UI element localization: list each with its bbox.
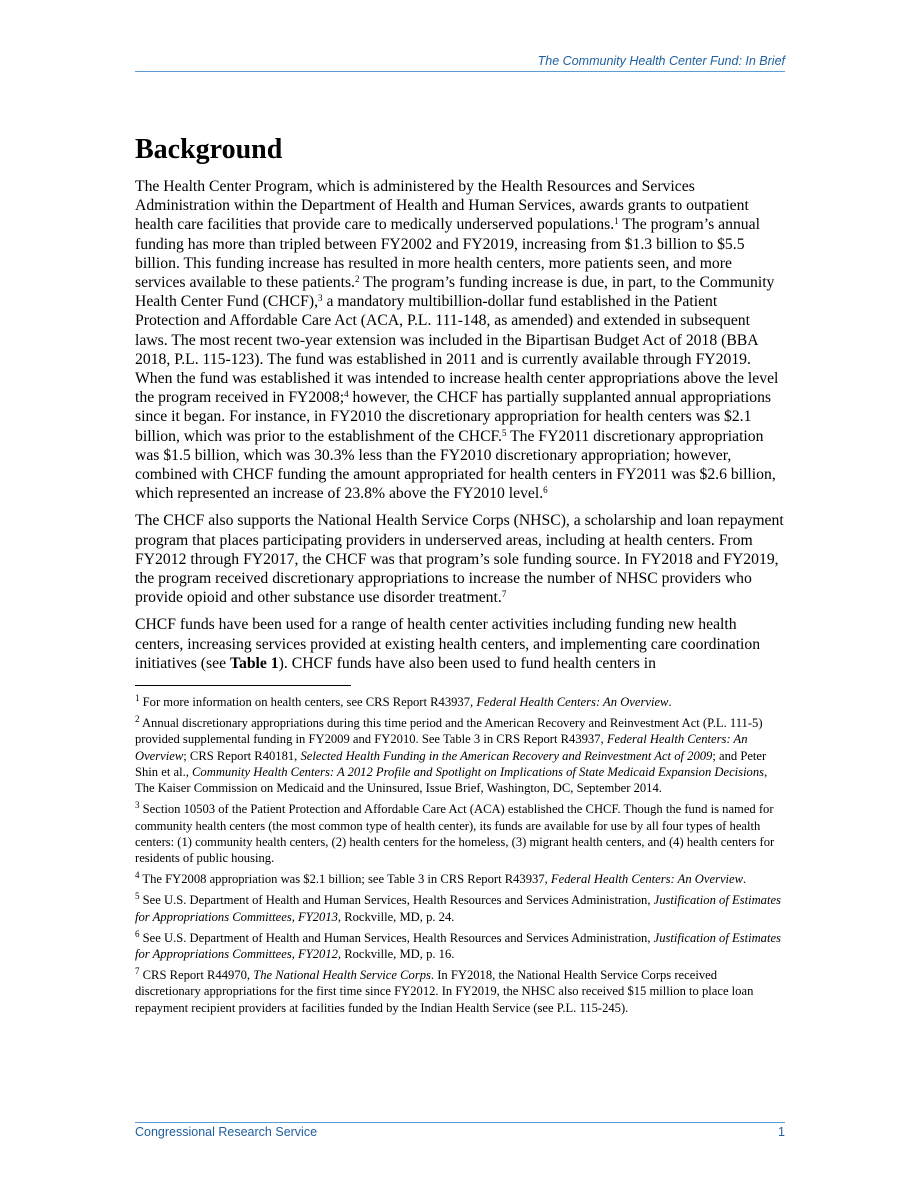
footnote-text: . In FY2018, the National Health Service Corps received discretionary appropriations for the first time since FY2012. In FY2019, the NHSC also received $15 million to place loan repayment recipient providers at facilities funded by the Indian Health Service (see P.L. 115-245). bbox=[135, 968, 754, 1015]
footnote-ref[interactable]: 2 bbox=[354, 274, 360, 285]
footnote-text: . bbox=[668, 695, 672, 710]
footnote-number: 6 bbox=[135, 928, 140, 939]
footnote-title: Federal Health Centers: An Overview bbox=[476, 695, 669, 710]
paragraph-text: The CHCF also supports the National Health Service Corps (NHSC), a scholarship and loan repayment program that places participating providers in underserved areas, including at health centers. From FY2012 through FY2017, the CHCF was that program’s sole funding source. In FY2018 and FY2019, the program received discretionary appropriations to increase the number of NHSC providers who provide opioid and other substance use disorder treatment. bbox=[135, 512, 784, 607]
footnote-text: , The Kaiser Commission on Medicaid and the Uninsured, Issue Brief, Washington, DC, September 2014. bbox=[135, 764, 768, 796]
footnote-title: Federal Health Centers: An Overview bbox=[550, 872, 744, 887]
footnote-ref[interactable]: 4 bbox=[344, 389, 349, 400]
page-footer bbox=[135, 1122, 785, 1139]
footnote-number: 5 bbox=[135, 891, 140, 902]
page-number: 1 bbox=[778, 1125, 785, 1139]
footnote-text: CRS Report R44970, bbox=[139, 968, 254, 983]
footnote-number: 3 bbox=[135, 800, 140, 811]
footnote-ref[interactable]: 3 bbox=[318, 293, 323, 304]
paragraph-text: a mandatory multibillion-dollar fund established in the Patient Protection and Affordable Care Act (ACA, P.L. 111-148, as amended) and extended in subsequent laws. The most recent two-year extension was included in the Bipartisan Budget Act of 2018 (BBA 2018, P.L. 115-123). The fund was established in 2011 and is currently available through FY2019. When the fund was established it was intended to increase health center appropriations above the level the program received in FY2008; bbox=[135, 293, 779, 407]
footnote-text: Rockville, MD, p. 16. bbox=[341, 946, 455, 961]
footnote-3 bbox=[135, 801, 785, 866]
footer-publisher: Congressional Research Service bbox=[135, 1125, 318, 1139]
footnote-text: The FY2008 appropriation was $2.1 billion; see Table 3 in CRS Report R43937, bbox=[139, 872, 551, 887]
paragraph-text: The FY2011 discretionary appropriation was $1.5 billion, which was 30.3% less than the FY2010 discretionary appropriation; however, combined with CHCF funding the amount appropriated for health centers in FY2011 was $2.6 billion, which represented an increase of 23.8% above the FY2010 level. bbox=[135, 427, 776, 503]
footnote-text: See U.S. Department of Health and Human Services, Health Resources and Services Administration, bbox=[139, 893, 654, 908]
footnote-text: For more information on health centers, see CRS Report R43937, bbox=[139, 695, 477, 710]
footnote-4 bbox=[135, 871, 785, 887]
footnote-ref[interactable]: 5 bbox=[501, 427, 507, 438]
footnote-title: The National Health Service Corps bbox=[253, 968, 431, 983]
footnote-2 bbox=[135, 715, 785, 796]
paragraph-2 bbox=[135, 511, 785, 607]
footnote-text: See U.S. Department of Health and Human Services, Health Resources and Services Administration, bbox=[139, 930, 654, 945]
footnote-title: Community Health Centers: A 2012 Profile and Spotlight on Implications of State Medicaid Expansion Decisions bbox=[192, 764, 765, 779]
footnote-title: Justification of Estimates for Appropriations Committees, FY2013 bbox=[135, 893, 781, 924]
footnote-title: Federal Health Centers: An Overview bbox=[135, 732, 748, 763]
footnote-number: 4 bbox=[135, 870, 140, 881]
footnote-number: 7 bbox=[135, 966, 140, 977]
footnote-text: Annual discretionary appropriations during this time period and the American Recovery and Reinvestment Act (P.L. 111-5) provided supplemental funding in FY2009 and FY2010. See Table 3 in CRS Report R43937, bbox=[135, 716, 763, 747]
paragraph-3 bbox=[135, 615, 785, 673]
footnote-title: Selected Health Funding in the American Recovery and Reinvestment Act of 2009 bbox=[300, 748, 713, 763]
running-title: The Community Health Center Fund: In Brief bbox=[537, 54, 785, 68]
footnote-6 bbox=[135, 930, 785, 962]
footnote-separator bbox=[135, 685, 351, 686]
paragraph-text: The program’s annual funding has more than tripled between FY2002 and FY2019, increasing from $1.3 billion to $5.5 billion. This funding increase has resulted in more health centers, more patients seen, and more services available to these patients. bbox=[135, 216, 760, 292]
footnote-text: Section 10503 of the Patient Protection and Affordable Care Act (ACA) established the CHCF. Though the fund is named for community health centers (the most common type of health center), its funds are available for use by all four types of health centers: (1) community health centers, (2) health centers for the homeless, (3) migrant health centers, and (4) health centers for residents of public housing. bbox=[135, 802, 775, 865]
paragraph-text: however, the CHCF has partially supplanted annual appropriations since it began. For instance, in FY2010 the discretionary appropriation for health centers was $2.1 billion, which was prior to the establishment of the CHCF. bbox=[135, 389, 772, 445]
footnote-7 bbox=[135, 967, 785, 1016]
section-heading: Background bbox=[135, 134, 283, 165]
paragraph-text: The Health Center Program, which is administered by the Health Resources and Services Administration within the Department of Health and Human Services, awards grants to outpatient health care facilities that provide care to medically underserved populations. bbox=[135, 178, 749, 234]
paragraph-text: CHCF funds have been used for a range of health center activities including funding new health centers, increasing services provided at existing health centers, and implementing care coordination initiatives (see bbox=[135, 616, 761, 672]
paragraph-text: ). CHCF funds have also been used to fund health centers in bbox=[278, 654, 656, 672]
footnote-title: Justification of Estimates for Appropriations Committees, FY2012, bbox=[135, 930, 781, 961]
footnote-ref[interactable]: 1 bbox=[614, 216, 619, 227]
footnote-text: ; CRS Report R40181, bbox=[183, 748, 301, 763]
footnotes bbox=[135, 694, 785, 1016]
footnote-number: 1 bbox=[135, 693, 140, 704]
footnote-ref[interactable]: 7 bbox=[501, 589, 507, 600]
footnote-1 bbox=[135, 694, 785, 710]
paragraph-1 bbox=[135, 177, 785, 503]
footnote-text: . bbox=[743, 872, 747, 887]
running-header bbox=[135, 54, 785, 72]
footnote-ref[interactable]: 6 bbox=[543, 485, 548, 496]
page-body bbox=[135, 132, 785, 1021]
paragraph-text: The program’s funding increase is due, in part, to the Community Health Center Fund (CHCF), bbox=[135, 274, 775, 311]
table-reference[interactable]: Table 1 bbox=[229, 654, 279, 672]
footnote-text: , Rockville, MD, p. 24. bbox=[337, 909, 455, 924]
footnote-text: ; and Peter Shin et al., bbox=[135, 748, 767, 779]
footnote-5 bbox=[135, 892, 785, 924]
footnote-number: 2 bbox=[135, 714, 140, 725]
